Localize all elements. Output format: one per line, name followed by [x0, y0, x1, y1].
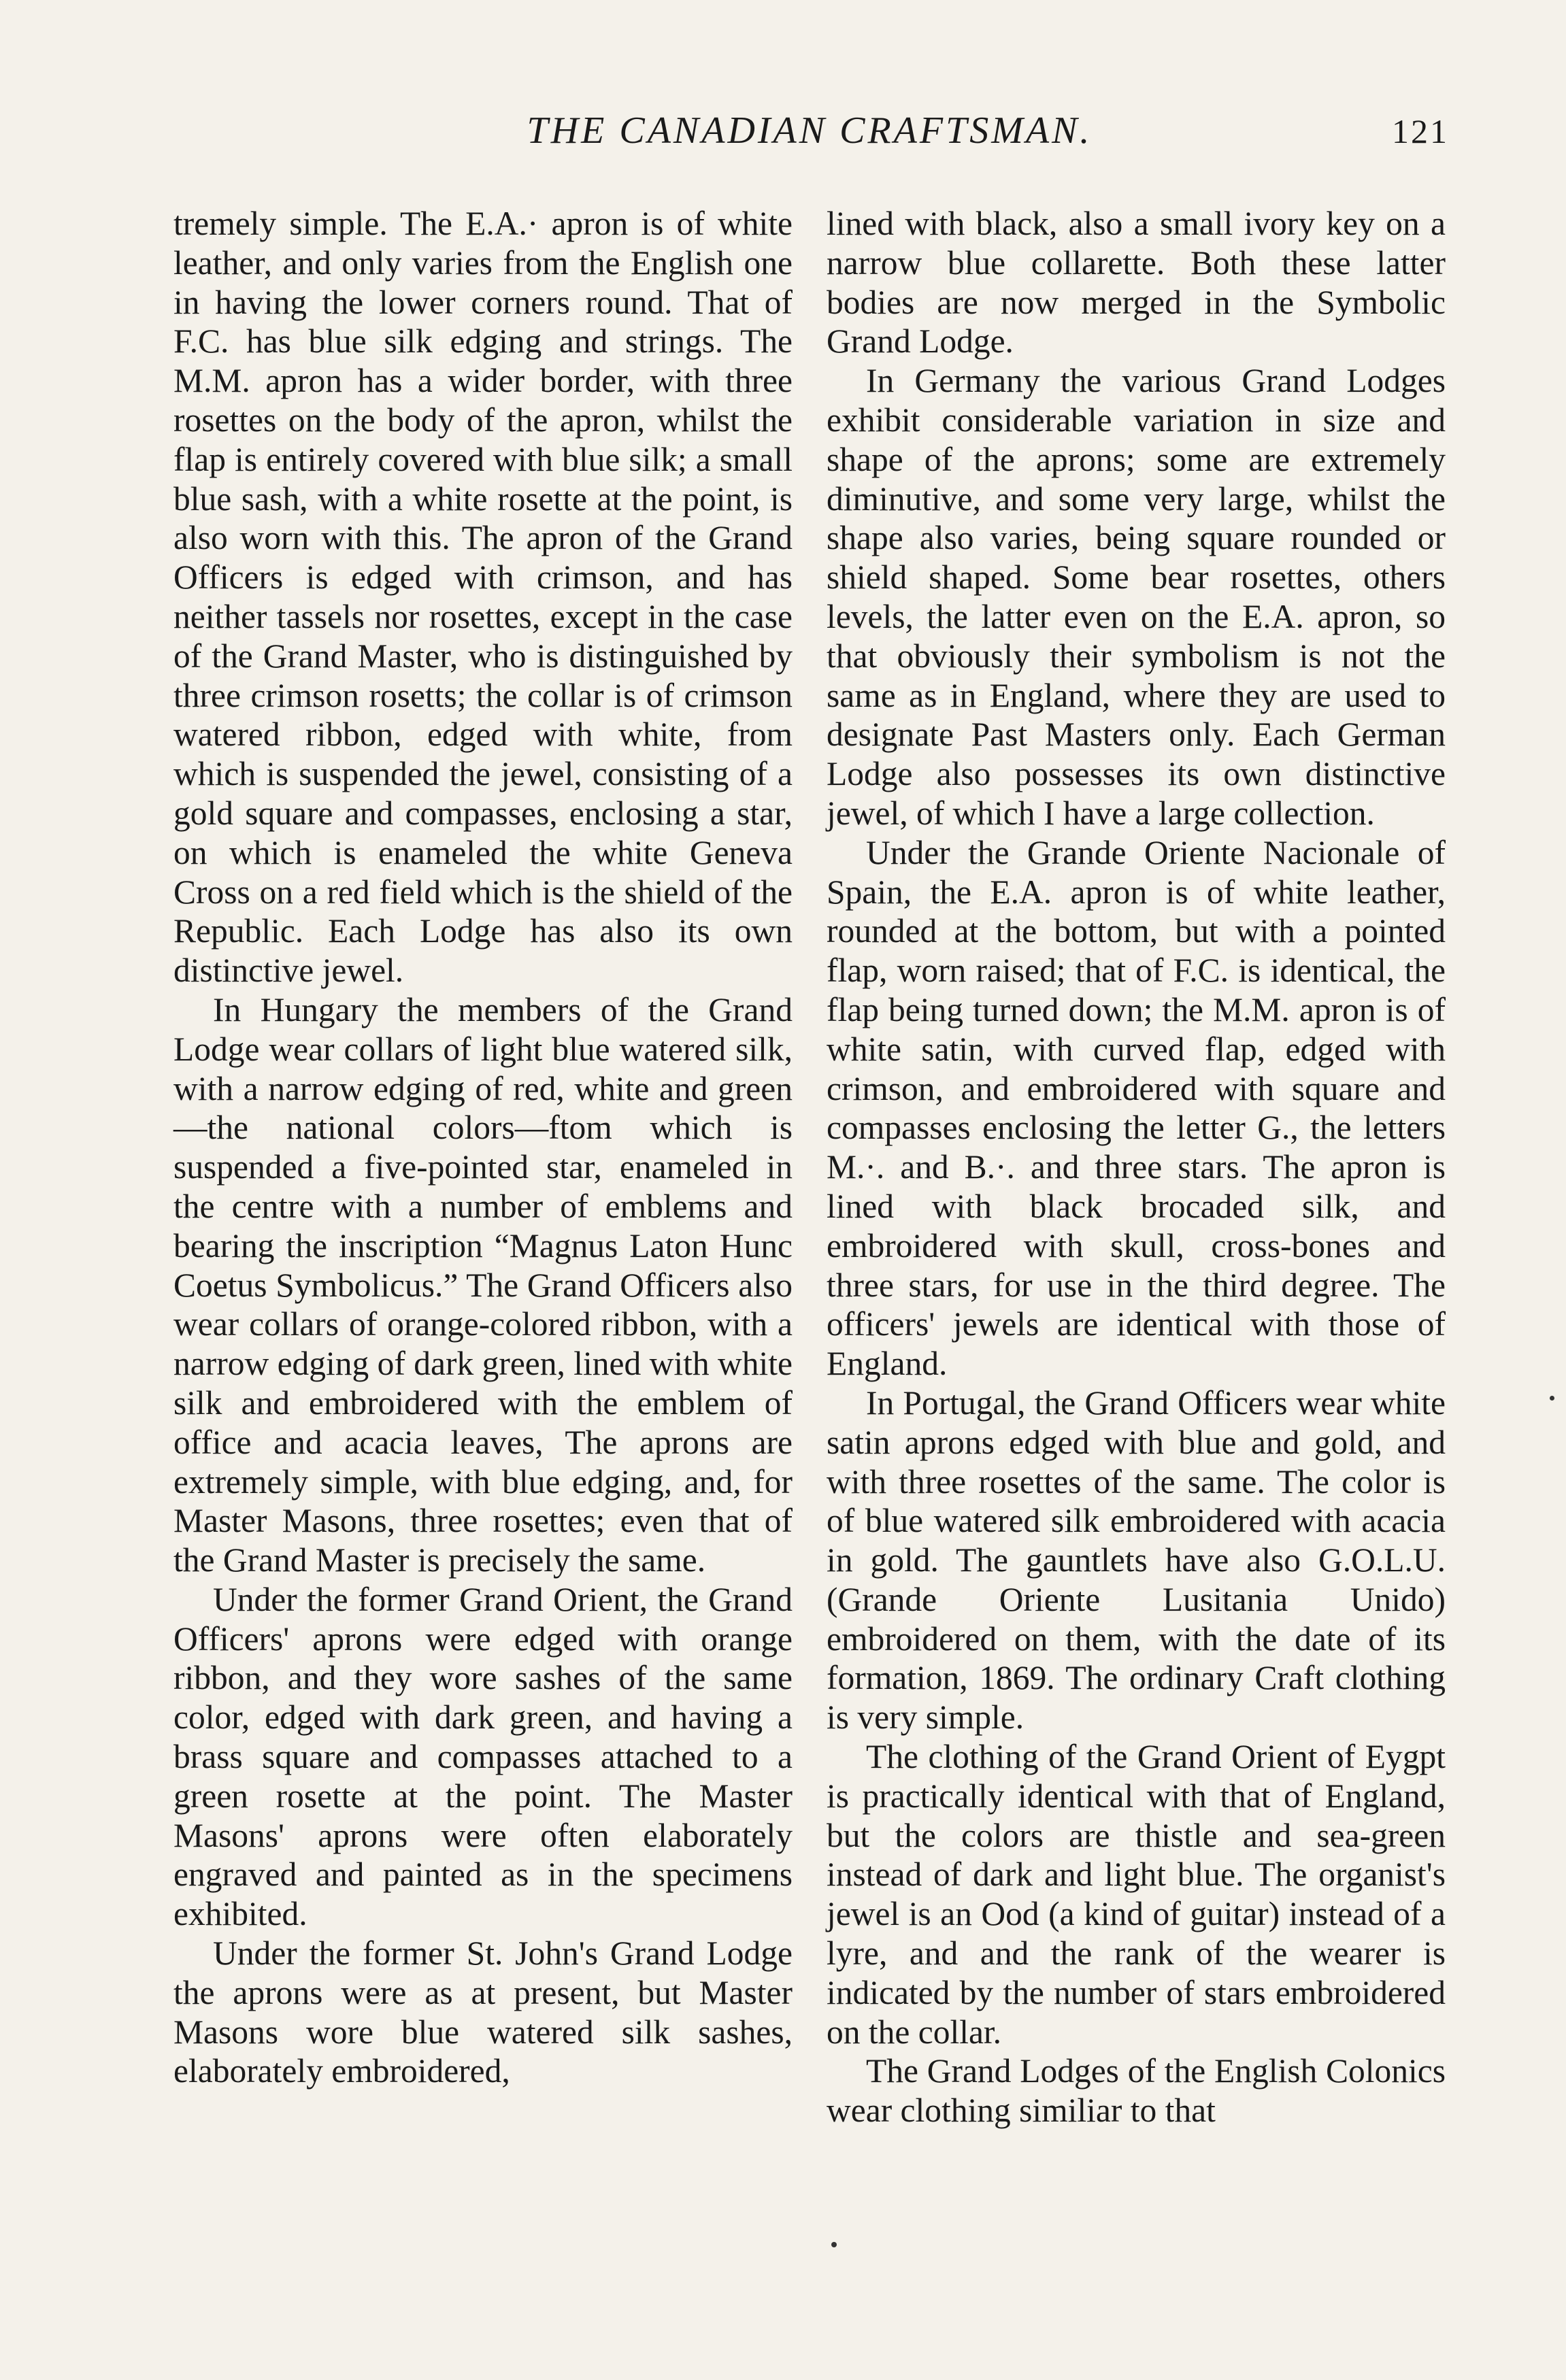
paragraph-former-grand-orient: Under the former Grand Orient, the Grand Officers' aprons were edged with orange ribbon, and they wore sashes of the same color, edged with dark green, and having a brass square and compasses attached to a green rosette at the point. The Master Masons' aprons were often elaborately engraved and painted as in the specimens exhibited.: [173, 1580, 793, 1933]
paragraph-continuation: lined with black, also a small ivory key on a narrow blue collarette. Both these latter bodies are now merged in the Symbolic Grand Lodge.: [827, 205, 1446, 361]
paragraph-hungary: In Hungary the members of the Grand Lodge wear collars of light blue watered silk, with a narrow edging of red, white and green—the national colors—ftom which is suspended a five-pointed star, enameled in the centre with a number of emblems and bearing the inscription “Magnus Laton Hunc Coetus Symbolicus.” The Grand Officers also wear collars of orange-colored ribbon, with a narrow edging of dark green, lined with white silk and embroidered with the emblem of office and acacia leaves, The aprons are extremely simple, with blue edging, and, for Master Masons, three rosettes; even that of the Grand Master is precisely the same.: [173, 990, 793, 1579]
ink-speck: [831, 2242, 837, 2247]
page-header: [170, 109, 1449, 163]
paragraph-english-colonies: The Grand Lodges of the English Colonics wear clothing similiar to that: [827, 2052, 1446, 2130]
page-number: 121: [1392, 112, 1449, 150]
running-title: THE CANADIAN CRAFTSMAN.: [527, 110, 1093, 152]
paragraph-st-johns-grand-lodge: Under the former St. John's Grand Lodge the aprons were as at present, but Master Masons wore blue watered silk sashes, elaborately embroidered,: [173, 1934, 793, 2090]
paragraph-germany: In Germany the various Grand Lodges exhibit considerable variation in size and shape of the aprons; some are extremely diminutive, and some very large, whilst the shape also varies, being square rounded or shield shaped. Some bear rosettes, others levels, the latter even on the E.A. apron, so that obviously their symbolism is not the same as in England, where they are used to designate Past Masters only. Each German Lodge also possesses its own distinctive jewel, of which I have a large collection.: [827, 362, 1446, 832]
right-column: [827, 204, 1446, 2130]
left-column: [173, 204, 793, 2091]
paragraph-egypt: The clothing of the Grand Orient of Eygpt is practically identical with that of England, but the colors are thistle and sea-green instead of dark and light blue. The organist's jewel is an Ood (a kind of guitar) instead of a lyre, and and the rank of the wearer is indicated by the number of stars embroidered on the collar.: [827, 1738, 1446, 2051]
paragraph-continuation: tremely simple. The E.A.· apron is of white leather, and only varies from the English one in having the lower corners round. That of F.C. has blue silk edging and strings. The M.M. apron has a wider border, with three rosettes on the body of the apron, whilst the flap is entirely covered with blue silk; a small blue sash, with a white rosette at the point, is also worn with this. The apron of the Grand Officers is edged with crimson, and has neither tassels nor rosettes, except in the case of the Grand Master, who is distinguished by three crimson rosetts; the collar is of crimson watered ribbon, edged with white, from which is suspended the jewel, consisting of a gold square and compasses, enclosing a star, on which is enameled the white Geneva Cross on a red field which is the shield of the Republic. Each Lodge has also its own distinctive jewel.: [173, 205, 793, 990]
paragraph-spain: Under the Grande Oriente Nacionale of Spain, the E.A. apron is of white leather, rounded at the bottom, but with a pointed flap, worn raised; that of F.C. is identical, the flap being turned down; the M.M. apron is of white satin, with curved flap, edged with crimson, and embroidered with square and compasses enclosing the letter G., the letters M.·. and B.·. and three stars. The apron is lined with black brocaded silk, and embroidered with skull, cross-bones and three stars, for use in the third degree. The officers' jewels are identical with those of England.: [827, 833, 1446, 1383]
paragraph-portugal: In Portugal, the Grand Officers wear white satin aprons edged with blue and gold, and with three rosettes of the same. The color is of blue watered silk embroidered with acacia in gold. The gauntlets have also G.O.L.U. (Grande Oriente Lusitania Unido) embroidered on them, with the date of its formation, 1869. The ordinary Craft clothing is very simple.: [827, 1384, 1446, 1737]
ink-speck: [1550, 1396, 1554, 1401]
